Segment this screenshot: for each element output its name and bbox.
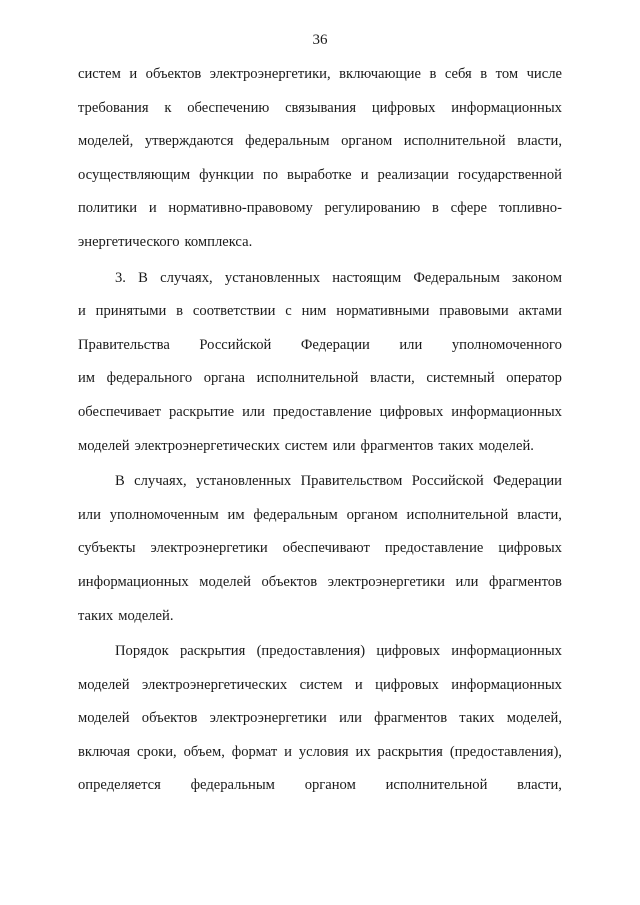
text-line: В случаях, установленных Правительством Российской Федерации — [115, 473, 562, 490]
text-line: 3. В случаях, установленных настоящим Федеральным законом — [115, 269, 562, 286]
text-line: и принятыми в соответствии с ним нормативными правовыми актами — [78, 303, 562, 320]
text-line: осуществляющим функции по выработке и реализации государственной — [78, 166, 562, 183]
body-text — [78, 64, 562, 809]
text-line: энергетического комплекса. — [78, 233, 253, 250]
page-number: 36 — [312, 32, 328, 48]
text-line: Порядок раскрытия (предоставления) цифровых информационных — [115, 643, 562, 660]
text-line: им федерального органа исполнительной власти, системный оператор — [78, 370, 562, 387]
text-line: определяется федеральным органом исполнительной власти, — [78, 777, 562, 794]
paragraph — [78, 641, 562, 809]
text-line: информационных моделей объектов электроэнергетики или фрагментов — [78, 573, 562, 590]
paragraph — [78, 268, 562, 470]
text-line: моделей объектов электроэнергетики или фрагментов таких моделей, — [78, 710, 562, 727]
paragraph — [78, 64, 562, 266]
text-line: моделей электроэнергетических систем или фрагментов таких моделей. — [78, 437, 534, 454]
text-line: систем и объектов электроэнергетики, включающие в себя в том числе — [78, 66, 562, 82]
text-line: политики и нормативно-правовому регулированию в сфере топливно- — [78, 200, 562, 217]
text-line: таких моделей. — [78, 607, 174, 624]
text-line: моделей электроэнергетических систем и цифровых информационных — [78, 676, 562, 693]
text-line: требования к обеспечению связывания цифровых информационных — [78, 99, 562, 116]
text-line: или уполномоченным им федеральным органом исполнительной власти, — [78, 506, 562, 523]
text-line: моделей, утверждаются федеральным органом исполнительной власти, — [78, 133, 562, 150]
text-line: включая сроки, объем, формат и условия их раскрытия (предоставления), — [78, 743, 562, 760]
paragraph — [78, 471, 562, 639]
text-line: обеспечивает раскрытие или предоставление цифровых информационных — [78, 403, 562, 420]
text-line: субъекты электроэнергетики обеспечивают предоставление цифровых — [78, 540, 562, 557]
text-line: Правительства Российской Федерации или уполномоченного — [78, 336, 562, 353]
